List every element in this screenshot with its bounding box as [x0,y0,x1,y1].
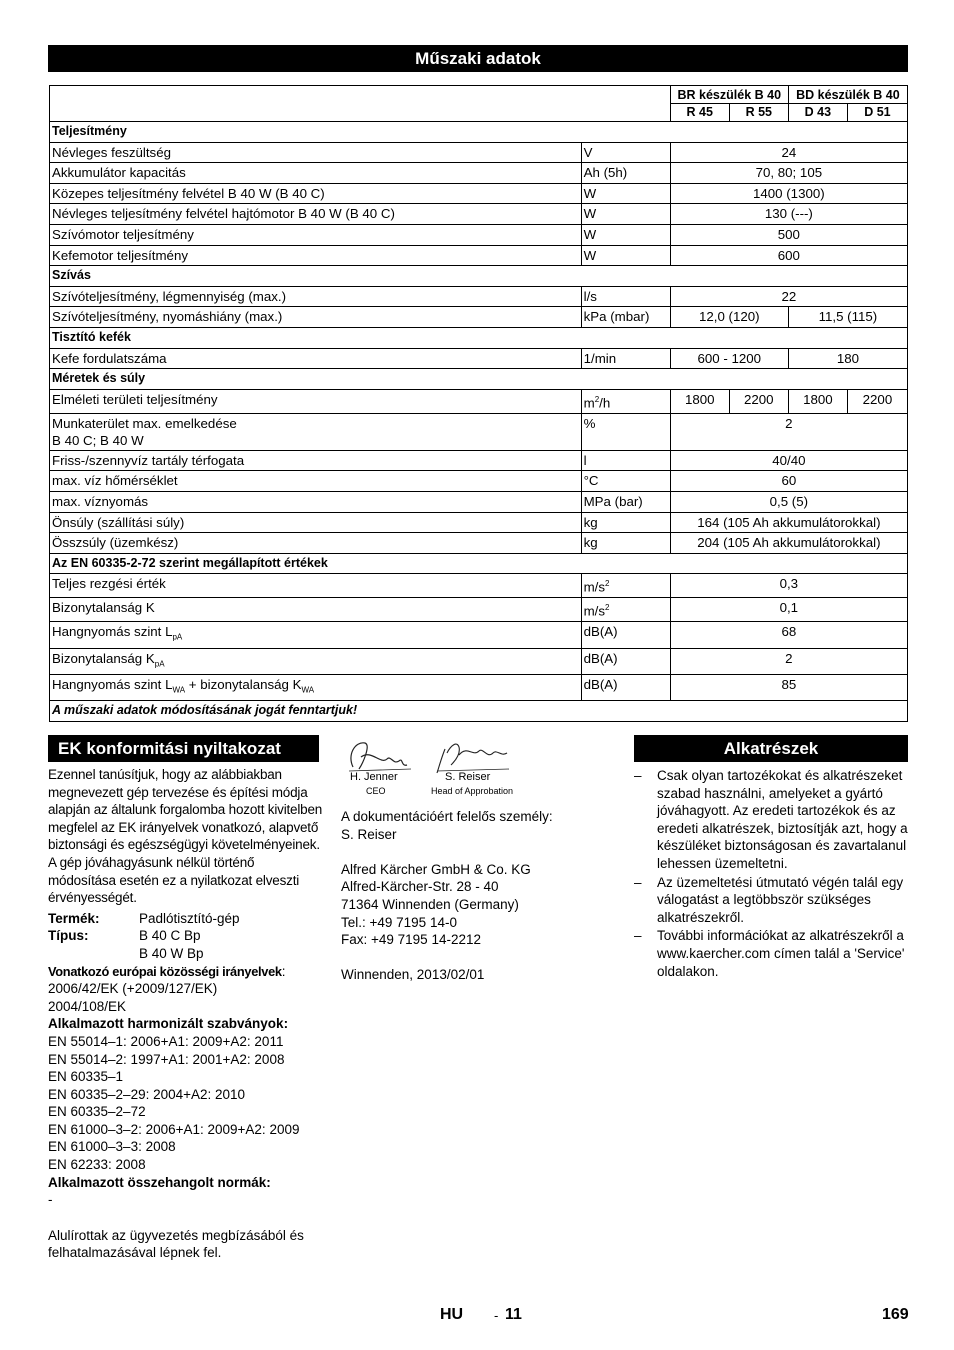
technical-data-table [49,85,908,722]
table-row [50,307,908,328]
row-value-d43: 1800 [788,389,847,413]
footer-section-page: 11 [505,1306,522,1323]
row-value-r55: 2200 [729,389,788,413]
list-item: – Csak olyan tartozékokat és alkatrészeket szabad használni, amelyeket a gyártó jóváhagyott. Az eredeti tartozékok és az eredeti alkatrészek, biztosítják azt, hogy a készüléket biztonságosan és zavartalanul lehessen üzemeltetni. [634,768,908,871]
dash-bullet-icon: – [634,928,642,944]
ek-standard-item: EN 60335–2–29: 2004+A2: 2010 [48,1086,246,1102]
ek-standard-item: EN 55014–2: 1997+A1: 2001+A2: 2008 [48,1051,285,1067]
row-value: 24 [670,142,907,163]
row-value-bd: 180 [788,348,907,369]
list-item: – További információkat az alkatrészekről a www.kaercher.com címen talál a 'Service' oldalakon. [634,928,905,979]
table-row [50,533,908,554]
row-value: 164 (105 Ah akkumulátorokkal) [670,512,907,533]
company-city: 71364 Winnenden (Germany) [341,896,519,912]
company-name: Alfred Kärcher GmbH & Co. KG [341,861,531,877]
model-r55: R 55 [729,104,788,122]
row-unit: $m/s^2$ [581,574,670,598]
signature-role-2: Head of Approbation [431,786,514,796]
table-row [50,183,908,204]
list-item: – Az üzemeltetési útmutató végén talál egy válogatást a legtöbbször szükséges alkatrészekről. [634,874,904,925]
row-unit: $m/s^2$ [581,598,670,622]
table-row [50,574,908,598]
row-label: Önsúly (szállítási súly) [50,512,582,533]
ek-type [48,927,323,962]
ek-standard-item: EN 61000–3–2: 2006+A1: 2009+A2: 2009 [48,1121,300,1137]
ek-national-value: - [48,1192,53,1208]
row-value: 600 [670,245,907,266]
row-unit: % [581,413,670,450]
row-value: 0,3 [670,574,907,598]
signature-role-1: CEO [366,786,386,796]
table-row [50,648,908,674]
row-unit: W [581,245,670,266]
ek-national-label: Alkalmazott összehangolt normák: [48,1174,271,1190]
dash-bullet-icon: – [634,768,642,783]
row-value: 68 [670,622,907,648]
row-unit: l/s [581,286,670,307]
row-label: max. víz hőmérséklet [50,471,582,492]
row-unit: l [581,450,670,471]
ek-standard-item: EN 60335–1 [48,1069,124,1085]
table-row [50,622,908,648]
row-value: 1400 (1300) [670,183,907,204]
table-header-blank [50,86,671,122]
row-unit: W [581,224,670,245]
table-row [50,413,908,450]
table-row [50,598,908,622]
row-label: max. víznyomás [50,491,582,512]
ek-intro: Ezennel tanúsítjuk, hogy az alábbiakban megnevezett gép tervezése és építési módja alapján az általunk forgalomba hozott kivitelben megfelel az EK irányelvek vonatkozó, alapvető biztonsági és egészségügyi követelményeinek. A gép jóváhagyásunk nélkül történő módosítása esetén ez a nyilatkozat elveszti érvényességét. [48,767,323,906]
section-title-technical-data: Műszaki adatok [48,45,908,72]
table-row [50,224,908,245]
row-value-d51: 2200 [847,389,907,413]
row-unit: W [581,204,670,225]
row-value-r45: 1800 [670,389,729,413]
ek-directives: Vonatkozó európai közösségi irányelvek: [48,963,286,979]
row-unit: W [581,183,670,204]
row-label: Bizonytalanság K [50,598,582,622]
row-value: 2 [670,648,907,674]
row-value: 0,1 [670,598,907,622]
row-unit: kg [581,533,670,554]
row-unit: kPa (mbar) [581,307,670,328]
row-unit: Ah (5h) [581,163,670,184]
row-label: Névleges teljesítmény felvétel hajtómotor B 40 W (B 40 C) [50,204,582,225]
row-label: Friss-/szennyvíz tartály térfogata [50,450,582,471]
row-unit: V [581,142,670,163]
company-fax: Fax: +49 7195 14-2212 [341,932,481,948]
row-value: 0,5 (5) [670,491,907,512]
table-row [50,286,908,307]
ek-product-value: Padlótisztító-gép [139,910,240,926]
section-suction: Szívás [50,266,908,287]
header-bd: BD készülék B 40 [788,86,907,104]
table-row [50,163,908,184]
ek-declaration-text [48,766,323,1262]
company-street: Alfred-Kärcher-Str. 28 - 40 [341,879,499,895]
section-performance: Teljesítmény [50,122,908,143]
row-value: 22 [670,286,907,307]
row-value: 130 (---) [670,204,907,225]
table-row [50,512,908,533]
section-title-ek-declaration: EK konformitási nyiltakozat [48,735,319,762]
table-row [50,674,908,700]
footer-language: HU [440,1306,464,1323]
row-label: Szívóteljesítmény, légmennyiség (max.) [50,286,582,307]
row-unit: dB(A) [581,674,670,700]
row-value-br: 12,0 (120) [670,307,788,328]
row-label: Teljes rezgési érték [50,574,582,598]
row-label: Kefe fordulatszáma [50,348,582,369]
doc-person: S. Reiser [341,826,397,842]
table-row [50,348,908,369]
ek-standard-item: EN 61000–3–3: 2008 [48,1139,176,1155]
section-dimensions: Méretek és súly [50,369,908,390]
section-title-parts: Alkatrészek [634,735,908,762]
ek-standard-item: EN 62233: 2008 [48,1157,146,1173]
parts-list [634,767,910,981]
table-row [50,204,908,225]
row-label: Akkumulátor kapacitás [50,163,582,184]
row-label: Közepes teljesítmény felvétel B 40 W (B 40 C) [50,183,582,204]
ek-product-label: Termék: [48,910,100,926]
model-d51: D 51 [847,104,907,122]
model-d43: D 43 [788,104,847,122]
row-unit: kg [581,512,670,533]
ek-standards-label: Alkalmazott harmonizált szabványok: [48,1016,289,1032]
row-value: 40/40 [670,450,907,471]
ek-product [48,910,323,928]
row-label: Névleges feszültség [50,142,582,163]
row-unit: 1/min [581,348,670,369]
header-br: BR készülék B 40 [670,86,788,104]
ek-closing: Alulírottak az ügyvezetés megbízásából és felhatalmazásával lépnek fel. [48,1227,304,1261]
row-value: 70, 80; 105 [670,163,907,184]
row-label: Szívóteljesítmény, nyomáshiány (max.) [50,307,582,328]
dash-bullet-icon: – [634,874,642,890]
row-value-bd: 11,5 (115) [788,307,907,328]
table-row [50,471,908,492]
row-value: 500 [670,224,907,245]
row-label: Elméleti területi teljesítmény [50,389,582,413]
ek-standard-item: EN 60335–2–72 [48,1104,146,1120]
row-value-br: 600 - 1200 [670,348,788,369]
row-unit: °C [581,471,670,492]
row-label: Munkaterület max. emelkedése B 40 C; B 40 W [50,413,582,450]
ek-directive-item: 2006/42/EK (+2009/127/EK) [48,981,218,997]
table-row [50,389,908,413]
row-value: 85 [670,674,907,700]
table-row [50,491,908,512]
row-value: 60 [670,471,907,492]
row-label: Szívómotor teljesítmény [50,224,582,245]
row-unit: MPa (bar) [581,491,670,512]
row-unit: $m^2/h$ [581,389,670,413]
signatures [341,735,591,801]
row-unit: dB(A) [581,648,670,674]
table-row [50,245,908,266]
table-row [50,142,908,163]
ek-type-label: Típus: [48,928,89,944]
ek-directive-item: 2004/108/EK [48,998,127,1014]
signature-name-1: H. Jenner [350,771,398,783]
footer-dash: - [494,1308,499,1323]
section-en-values: Az EN 60335-2-72 szerint megállapított értékek [50,553,908,574]
row-label: Hangnyomás szint $L_{pA}$ [50,622,582,648]
table-note: A műszaki adatok módosításának jogát fenntartjuk! [50,701,908,722]
footer-page-number: 169 [882,1306,909,1323]
row-label: Bizonytalanság $K_{pA}$ [50,648,582,674]
row-value: 204 (105 Ah akkumulátorokkal) [670,533,907,554]
company-tel: Tel.: +49 7195 14-0 [341,914,457,930]
section-brushes: Tisztító kefék [50,327,908,348]
model-r45: R 45 [670,104,729,122]
row-label: Kefemotor teljesítmény [50,245,582,266]
table-header-row [50,86,908,104]
row-unit: dB(A) [581,622,670,648]
ek-standard-item: EN 55014–1: 2006+A1: 2009+A2: 2011 [48,1033,284,1049]
row-value: 2 [670,413,907,450]
row-label: Összsúly (üzemkész) [50,533,582,554]
ek-type-values: B 40 C Bp B 40 W Bp [139,928,204,961]
contact-block [341,808,611,984]
doc-person-label: A dokumentációért felelős személy: [341,809,553,824]
table-row [50,450,908,471]
row-label: Hangnyomás szint $L_{WA}$ + bizonytalanság $K_{WA}$ [50,674,582,700]
signature-name-2: S. Reiser [445,771,491,783]
place-date: Winnenden, 2013/02/01 [341,967,485,983]
